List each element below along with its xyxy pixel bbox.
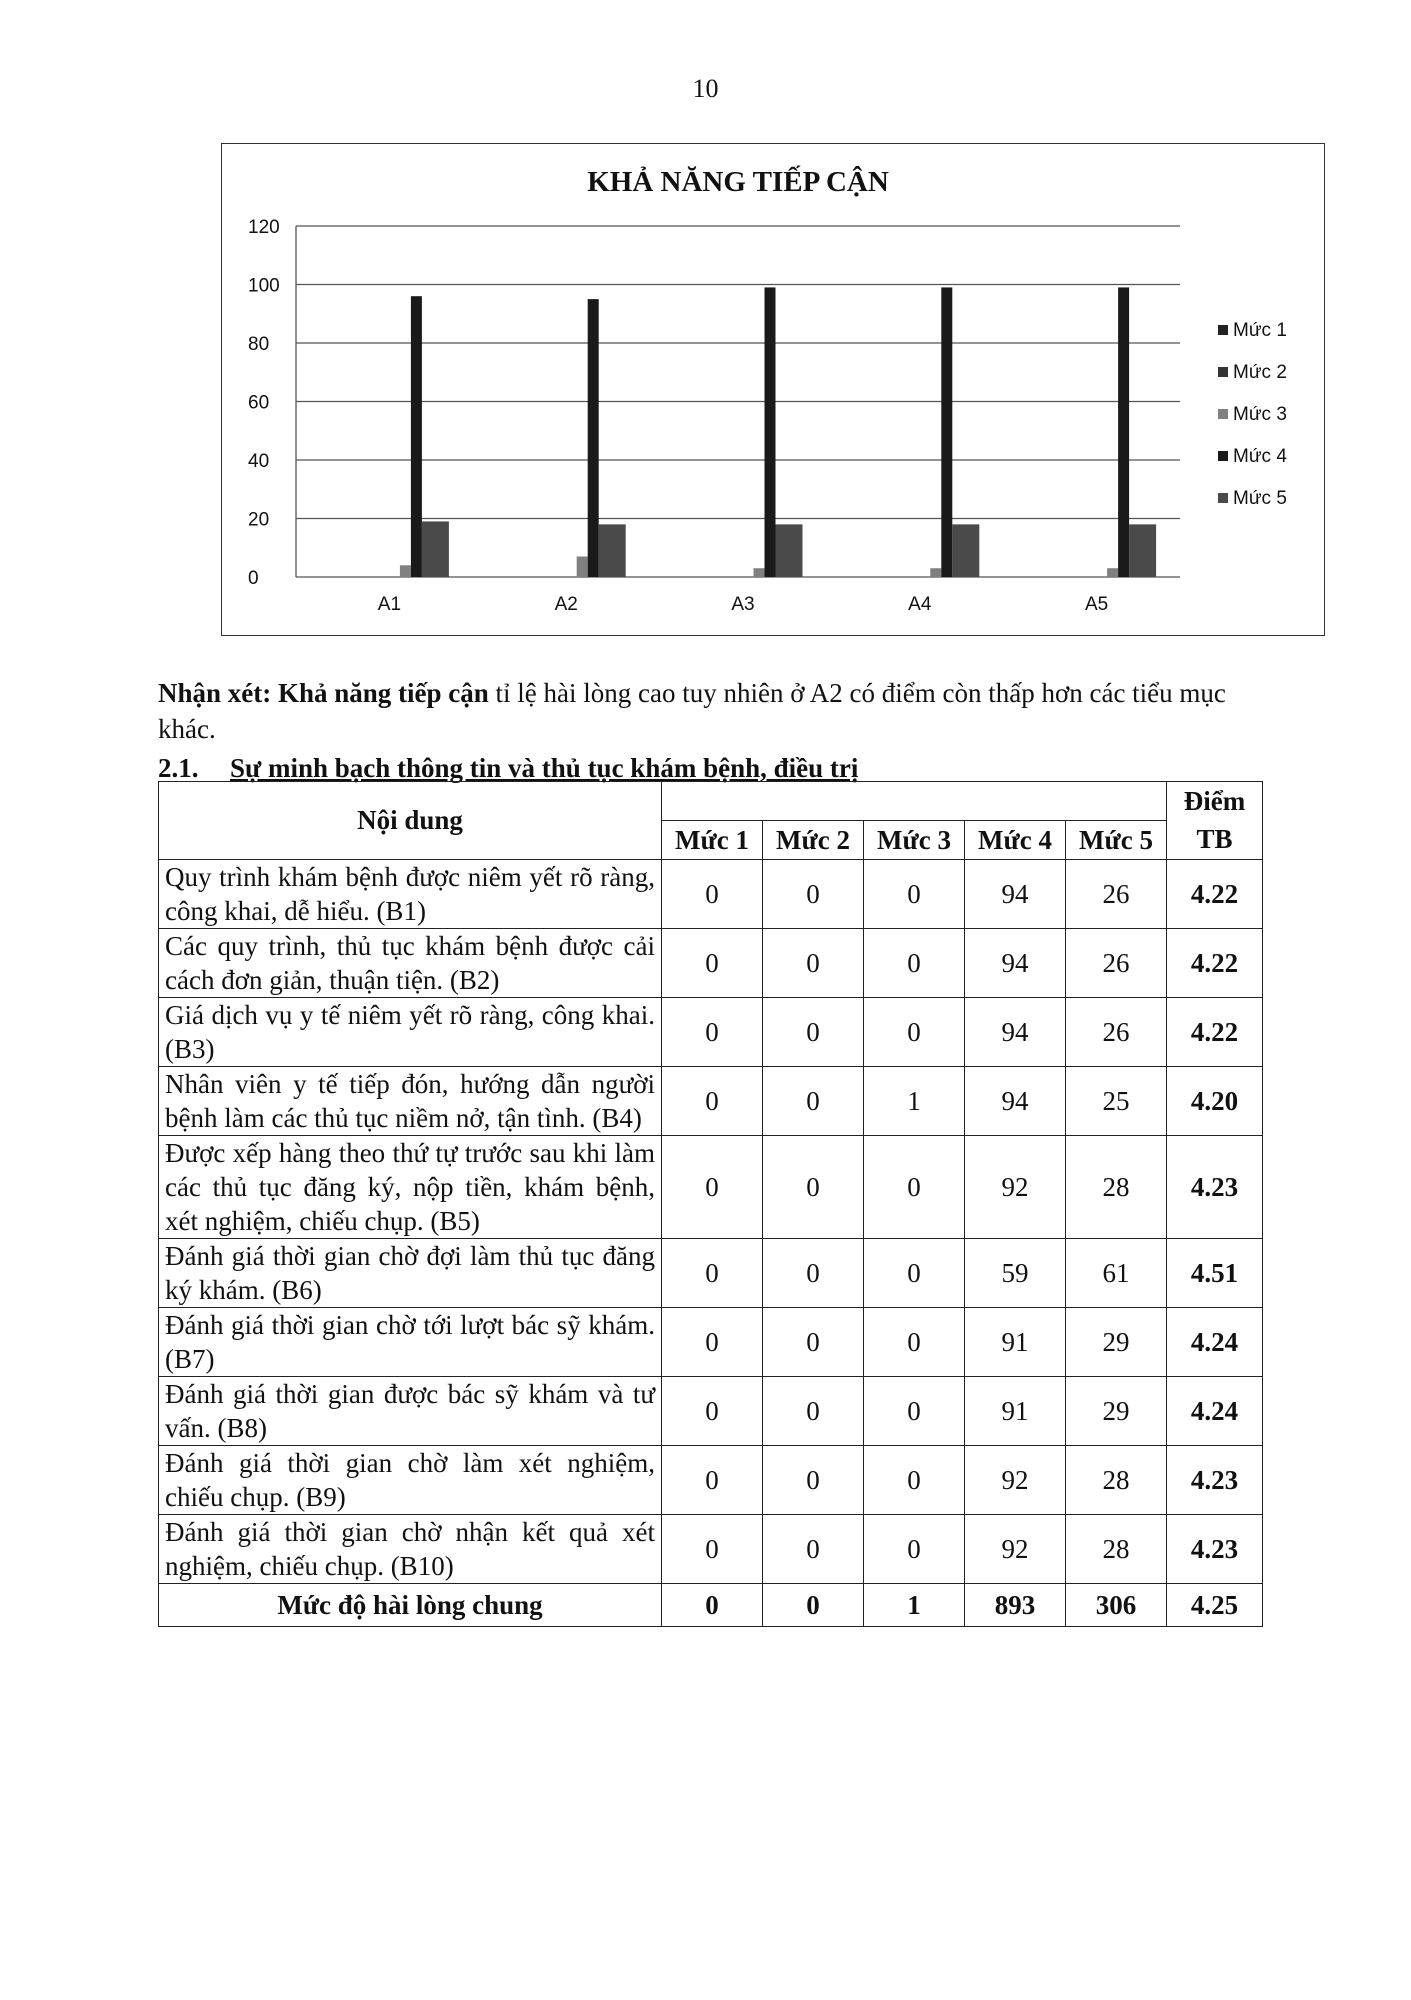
chart-frame [221, 143, 1325, 636]
cell-m2: 0 [763, 1136, 864, 1239]
legend-swatch [1218, 325, 1228, 335]
total-m3: 1 [864, 1584, 965, 1627]
table-row [159, 1377, 1263, 1446]
cell-m3: 0 [864, 1136, 965, 1239]
cell-m3: 1 [864, 1067, 965, 1136]
cell-m2: 0 [763, 998, 864, 1067]
cell-m2: 0 [763, 860, 864, 929]
cell-m1: 0 [662, 929, 763, 998]
total-m1: 0 [662, 1584, 763, 1627]
page-number: 10 [692, 74, 719, 103]
cell-m3: 0 [864, 1515, 965, 1584]
x-tick-label: A4 [908, 594, 932, 615]
row-content: Được xếp hàng theo thứ tự trước sau khi làm các thủ tục đăng ký, nộp tiền, khám bệnh, xét nghiệm, chiếu chụp. (B5) [159, 1136, 662, 1239]
cell-m5: 25 [1066, 1067, 1167, 1136]
y-tick-label: 60 [248, 392, 270, 414]
cell-m5: 26 [1066, 860, 1167, 929]
cell-score: 4.51 [1167, 1239, 1263, 1308]
table-row [159, 929, 1263, 998]
bar [411, 296, 422, 577]
cell-m2: 0 [763, 929, 864, 998]
y-tick-label: 80 [248, 334, 270, 355]
cell-m4: 94 [965, 860, 1066, 929]
cell-m5: 28 [1066, 1136, 1167, 1239]
bar [1118, 287, 1129, 577]
cell-m2: 0 [763, 1377, 864, 1446]
cell-m2: 0 [763, 1067, 864, 1136]
bar [599, 524, 626, 577]
header-content: Nội dung [159, 782, 662, 860]
cell-score: 4.23 [1167, 1136, 1263, 1239]
satisfaction-table [158, 781, 1263, 1627]
table-row [159, 1515, 1263, 1584]
legend-label: Mức 1 [1233, 320, 1287, 341]
bar [577, 557, 588, 577]
cell-m5: 28 [1066, 1446, 1167, 1515]
cell-m4: 92 [965, 1136, 1066, 1239]
y-tick-label: 20 [248, 509, 270, 531]
header-score-bottom: TB [1167, 821, 1263, 860]
cell-score: 4.23 [1167, 1446, 1263, 1515]
bar [941, 287, 952, 577]
x-tick-label: A5 [1084, 594, 1109, 615]
table-row [159, 860, 1263, 929]
row-content: Đánh giá thời gian chờ đợi làm thủ tục đăng ký khám. (B6) [159, 1239, 662, 1308]
y-tick-label: 40 [248, 451, 270, 472]
cell-m3: 0 [864, 860, 965, 929]
legend-swatch [1218, 493, 1228, 503]
row-content: Đánh giá thời gian chờ tới lượt bác sỹ khám. (B7) [159, 1308, 662, 1377]
bar-chart [222, 144, 1326, 637]
cell-m2: 0 [763, 1308, 864, 1377]
cell-m2: 0 [763, 1446, 864, 1515]
row-content: Quy trình khám bệnh được niêm yết rõ ràng, công khai, dễ hiểu. (B1) [159, 860, 662, 929]
total-m4: 893 [965, 1584, 1066, 1627]
cell-m4: 94 [965, 998, 1066, 1067]
header-level-4: Mức 4 [965, 821, 1066, 860]
y-tick-label: 0 [248, 568, 259, 589]
row-content: Nhân viên y tế tiếp đón, hướng dẫn người bệnh làm các thủ tục niềm nở, tận tình. (B4) [159, 1067, 662, 1136]
cell-m4: 91 [965, 1377, 1066, 1446]
row-content: Đánh giá thời gian chờ làm xét nghiệm, chiếu chụp. (B9) [159, 1446, 662, 1515]
section-title: Sự minh bạch thông tin và thủ tục khám bệnh, điều trị [230, 753, 859, 783]
bar [588, 299, 599, 577]
y-tick-label: 120 [248, 217, 280, 238]
row-content: Đánh giá thời gian chờ nhận kết quả xét nghiệm, chiếu chụp. (B10) [159, 1515, 662, 1584]
y-tick-label: 100 [248, 275, 280, 297]
remark-paragraph [158, 675, 1283, 747]
remark-lead: Nhận xét: Khả năng tiếp cận [158, 678, 489, 708]
cell-m1: 0 [662, 1136, 763, 1239]
row-content: Đánh giá thời gian được bác sỹ khám và tư vấn. (B8) [159, 1377, 662, 1446]
cell-score: 4.20 [1167, 1067, 1263, 1136]
cell-score: 4.22 [1167, 929, 1263, 998]
table-row [159, 1136, 1263, 1239]
legend-label: Mức 3 [1233, 404, 1287, 425]
table-header-row [159, 782, 1263, 821]
header-levels-group [662, 782, 1167, 821]
total-score: 4.25 [1167, 1584, 1263, 1627]
header-level-2: Mức 2 [763, 821, 864, 860]
legend-swatch [1218, 451, 1228, 461]
cell-m4: 94 [965, 929, 1066, 998]
bar [400, 565, 411, 577]
cell-m4: 94 [965, 1067, 1066, 1136]
header-level-5: Mức 5 [1066, 821, 1167, 860]
cell-m3: 0 [864, 1308, 965, 1377]
cell-m5: 29 [1066, 1377, 1167, 1446]
cell-m3: 0 [864, 1446, 965, 1515]
table-total-row [159, 1584, 1263, 1627]
cell-m3: 0 [864, 998, 965, 1067]
cell-m3: 0 [864, 1377, 965, 1446]
cell-m3: 0 [864, 1239, 965, 1308]
cell-score: 4.22 [1167, 998, 1263, 1067]
cell-m1: 0 [662, 1515, 763, 1584]
bar [422, 521, 449, 577]
bar [1129, 524, 1156, 577]
cell-m2: 0 [763, 1515, 864, 1584]
x-tick-label: A2 [554, 594, 578, 615]
cell-m1: 0 [662, 1067, 763, 1136]
cell-m1: 0 [662, 1377, 763, 1446]
row-content: Các quy trình, thủ tục khám bệnh được cải cách đơn giản, thuận tiện. (B2) [159, 929, 662, 998]
section-number: 2.1. [158, 753, 199, 783]
legend-label: Mức 2 [1233, 362, 1287, 383]
cell-m1: 0 [662, 1446, 763, 1515]
bar [952, 524, 979, 577]
cell-score: 4.22 [1167, 860, 1263, 929]
cell-m1: 0 [662, 1308, 763, 1377]
bar [1107, 568, 1118, 577]
cell-score: 4.24 [1167, 1377, 1263, 1446]
bar [776, 524, 803, 577]
cell-m4: 92 [965, 1515, 1066, 1584]
bar [754, 568, 765, 577]
cell-m2: 0 [763, 1239, 864, 1308]
cell-m4: 92 [965, 1446, 1066, 1515]
cell-m5: 28 [1066, 1515, 1167, 1584]
cell-m4: 59 [965, 1239, 1066, 1308]
legend-swatch [1218, 409, 1228, 419]
total-m2: 0 [763, 1584, 864, 1627]
table-row [159, 998, 1263, 1067]
remark-text: tỉ lệ hài lòng cao tuy nhiên ở A2 có điểm còn thấp hơn các tiểu mục khác. [158, 678, 1226, 744]
legend-label: Mức 4 [1233, 446, 1287, 467]
cell-m5: 61 [1066, 1239, 1167, 1308]
cell-m5: 26 [1066, 998, 1167, 1067]
table-row [159, 1067, 1263, 1136]
bar [930, 568, 941, 577]
table-row [159, 1308, 1263, 1377]
total-label: Mức độ hài lòng chung [159, 1584, 662, 1627]
chart-title: KHẢ NĂNG TIẾP CẬN [587, 166, 889, 198]
row-content: Giá dịch vụ y tế niêm yết rõ ràng, công khai. (B3) [159, 998, 662, 1067]
cell-m3: 0 [864, 929, 965, 998]
cell-score: 4.24 [1167, 1308, 1263, 1377]
table-row [159, 1446, 1263, 1515]
cell-m5: 26 [1066, 929, 1167, 998]
cell-m5: 29 [1066, 1308, 1167, 1377]
bar [765, 287, 776, 577]
cell-m1: 0 [662, 1239, 763, 1308]
x-tick-label: A3 [731, 594, 755, 615]
header-level-3: Mức 3 [864, 821, 965, 860]
header-level-1: Mức 1 [662, 821, 763, 860]
cell-m1: 0 [662, 860, 763, 929]
header-score-top: Điểm [1167, 782, 1263, 821]
cell-m4: 91 [965, 1308, 1066, 1377]
legend-label: Mức 5 [1233, 488, 1287, 509]
x-tick-label: A1 [377, 594, 402, 615]
legend-swatch [1218, 367, 1228, 377]
total-m5: 306 [1066, 1584, 1167, 1627]
cell-score: 4.23 [1167, 1515, 1263, 1584]
cell-m1: 0 [662, 998, 763, 1067]
table-row [159, 1239, 1263, 1308]
